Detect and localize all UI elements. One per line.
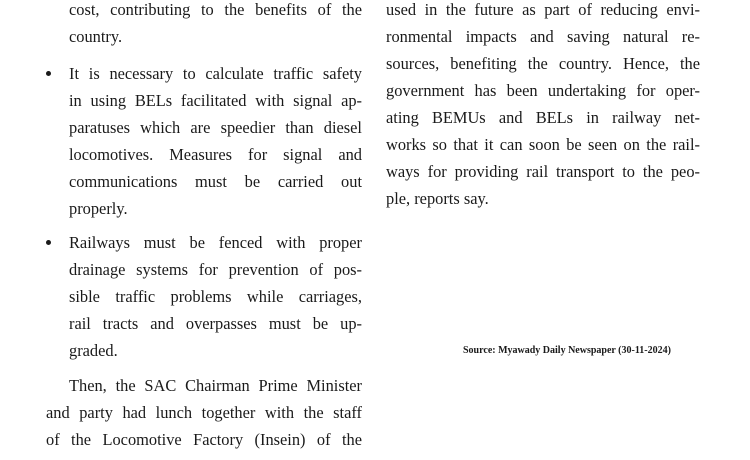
text-line: ple, reports say. xyxy=(386,189,489,208)
text-line: sible traffic problems while carriages, xyxy=(69,287,362,306)
text-line: ronmental impacts and saving natural re- xyxy=(386,27,700,46)
text-line: country. xyxy=(69,27,123,46)
bullet-item-signal-safety xyxy=(46,60,362,222)
text-line: locomotives. Measures for signal and xyxy=(69,145,362,164)
text-line: paratuses which are speedier than diesel xyxy=(69,118,362,137)
text-line: of the Locomotive Factory (Insein) of the xyxy=(46,430,362,449)
text-line: ating BEMUs and BELs in railway net- xyxy=(386,108,700,127)
text-line: Railways must be fenced with proper xyxy=(69,233,362,252)
text-line: communications must be carried out xyxy=(69,172,362,191)
bullet-icon xyxy=(46,71,51,76)
text-line: drainage systems for prevention of pos- xyxy=(69,260,362,279)
text-line: Then, the SAC Chairman Prime Minister xyxy=(69,376,362,395)
text-line: cost, contributing to the benefits of the xyxy=(69,0,362,19)
source-citation: Source: Myawady Daily Newspaper (30-11-2024) xyxy=(463,345,671,356)
closing-paragraph xyxy=(46,372,362,453)
text-line: government has been undertaking for oper- xyxy=(386,81,700,100)
text-line: in using BELs facilitated with signal ap- xyxy=(69,91,362,110)
text-line: It is necessary to calculate traffic safety xyxy=(69,64,362,83)
text-line: used in the future as part of reducing envi- xyxy=(386,0,700,19)
bullet-item-railway-fencing xyxy=(46,229,362,364)
text-line: properly. xyxy=(69,199,128,218)
text-line: and party had lunch together with the staff xyxy=(46,403,362,422)
intro-paragraph-fragment xyxy=(46,0,362,50)
right-paragraph xyxy=(386,0,700,212)
text-line: works so that it can soon be seen on the rail- xyxy=(386,135,700,154)
bullet-icon xyxy=(46,240,51,245)
text-line: graded. xyxy=(69,341,118,360)
text-line: ways for providing rail transport to the peo- xyxy=(386,162,700,181)
text-line: sources, benefiting the country. Hence, the xyxy=(386,54,700,73)
text-line: rail tracts and overpasses must be up- xyxy=(69,314,362,333)
